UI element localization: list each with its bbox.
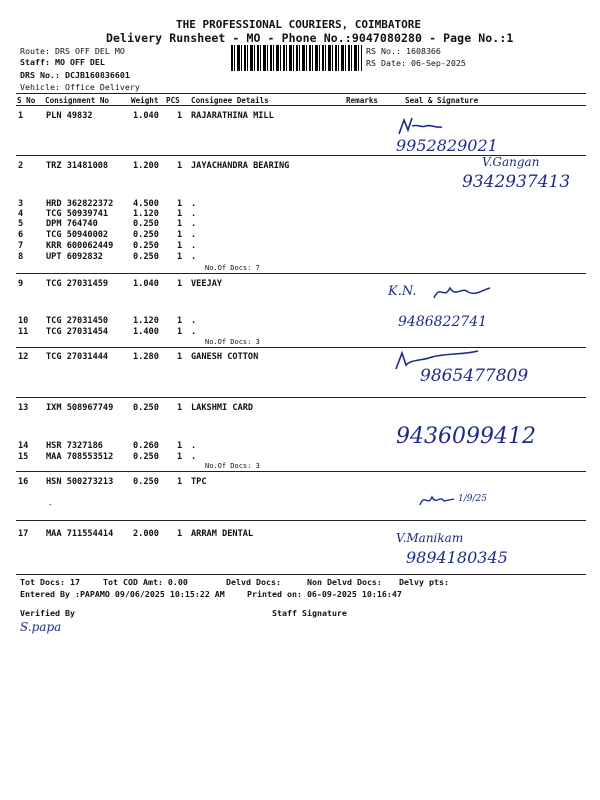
col-pcs: PCS <box>166 96 180 105</box>
row-consignment: MAA 711554414 <box>46 529 114 539</box>
handwritten-name: V.Gangan <box>482 155 540 169</box>
row-divider <box>16 397 586 398</box>
row-consignee: TPC <box>191 477 207 487</box>
row-weight: 0.250 <box>133 230 159 240</box>
row-consignment: DPM 764740 <box>46 219 98 229</box>
row-sno: 7 <box>18 241 24 251</box>
row-pcs: 1 <box>177 111 183 121</box>
handwritten-phone: 9342937413 <box>462 172 571 192</box>
group-docs-note: No.Of Docs: 3 <box>205 338 260 346</box>
row-consignment: TCG 27031454 <box>46 327 109 337</box>
row-pcs: 1 <box>177 441 183 451</box>
non-delivered-docs: Non Delvd Docs: <box>307 577 382 587</box>
row-consignment: HSN 500273213 <box>46 477 114 487</box>
vehicle-label: Vehicle: Office Delivery <box>20 82 140 92</box>
row-weight: 1.040 <box>133 111 159 121</box>
col-weight: Weight <box>131 96 159 105</box>
signature-scribble <box>396 114 446 138</box>
row-sno: 5 <box>18 219 24 229</box>
row-sno: 2 <box>18 161 24 171</box>
row-consignment: MAA 708553512 <box>46 452 114 462</box>
row-pcs: 1 <box>177 279 183 289</box>
total-cod: Tot COD Amt: 0.00 <box>103 577 188 587</box>
row-consignment: TRZ 31481008 <box>46 161 109 171</box>
row-consignee: LAKSHMI CARD <box>191 403 254 413</box>
row-consignee: . <box>191 219 197 229</box>
row-consignment: HSR 7327186 <box>46 441 103 451</box>
col-remarks: Remarks <box>346 96 379 105</box>
handwritten-date: 1/9/25 <box>458 494 487 504</box>
row-pcs: 1 <box>177 230 183 240</box>
row-pcs: 1 <box>177 529 183 539</box>
table-rule-bottom <box>16 574 586 575</box>
col-consignee: Consignee Details <box>191 96 269 105</box>
row-pcs: 1 <box>177 316 183 326</box>
header-rule-top <box>16 93 586 94</box>
row-sno: 10 <box>18 316 29 326</box>
header-rule-bottom <box>16 105 586 106</box>
row-consignee: ARRAM DENTAL <box>191 529 254 539</box>
row-weight: 1.040 <box>133 279 159 289</box>
blank-dash: - <box>48 500 53 509</box>
handwritten-phone: 9436099412 <box>396 424 536 449</box>
row-weight: 0.250 <box>133 452 159 462</box>
row-consignee: GANESH COTTON <box>191 352 259 362</box>
row-sno: 4 <box>18 209 24 219</box>
row-weight: 1.120 <box>133 209 159 219</box>
row-weight: 0.260 <box>133 441 159 451</box>
row-consignment: TCG 50939741 <box>46 209 109 219</box>
col-sno: S No <box>17 96 36 105</box>
row-pcs: 1 <box>177 403 183 413</box>
row-sno: 1 <box>18 111 24 121</box>
row-weight: 1.120 <box>133 316 159 326</box>
row-weight: 0.250 <box>133 219 159 229</box>
row-sno: 3 <box>18 199 24 209</box>
row-pcs: 1 <box>177 219 183 229</box>
company-name: THE PROFESSIONAL COURIERS, COIMBATORE <box>176 18 422 31</box>
row-divider <box>16 520 586 521</box>
row-consignee: . <box>191 452 197 462</box>
row-consignee: . <box>191 199 197 209</box>
row-consignment: TCG 50940002 <box>46 230 109 240</box>
row-pcs: 1 <box>177 252 183 262</box>
row-pcs: 1 <box>177 327 183 337</box>
row-pcs: 1 <box>177 161 183 171</box>
row-consignment: KRR 600062449 <box>46 241 114 251</box>
row-consignment: UPT 6092832 <box>46 252 103 262</box>
row-divider <box>16 273 586 274</box>
handwritten-phone: 9952829021 <box>396 136 498 155</box>
row-sno: 9 <box>18 279 24 289</box>
row-divider <box>16 471 586 472</box>
row-consignee: . <box>191 316 197 326</box>
row-pcs: 1 <box>177 352 183 362</box>
group-docs-note: No.Of Docs: 7 <box>205 264 260 272</box>
row-consignee: . <box>191 209 197 219</box>
row-consignment: PLN 49832 <box>46 111 93 121</box>
col-seal-signature: Seal & Signature <box>405 96 479 105</box>
row-divider <box>16 347 586 348</box>
row-sno: 14 <box>18 441 29 451</box>
row-consignee: . <box>191 241 197 251</box>
verified-signature: S.papa <box>20 620 62 634</box>
row-consignment: HRD 362822372 <box>46 199 114 209</box>
row-consignment: TCG 27031444 <box>46 352 109 362</box>
verified-by-label: Verified By <box>20 608 75 618</box>
row-sno: 13 <box>18 403 29 413</box>
row-weight: 1.400 <box>133 327 159 337</box>
row-consignment: TCG 27031450 <box>46 316 109 326</box>
handwritten-name: V.Manikam <box>396 531 464 545</box>
row-sno: 8 <box>18 252 24 262</box>
row-sno: 11 <box>18 327 29 337</box>
col-consignment: Consignment No <box>45 96 110 105</box>
delivery-points: Delvy pts: <box>399 577 449 587</box>
row-weight: 1.280 <box>133 352 159 362</box>
handwritten-phone: 9486822741 <box>398 314 488 330</box>
row-pcs: 1 <box>177 241 183 251</box>
row-sno: 17 <box>18 529 29 539</box>
route-label: Route: DRS OFF DEL MO <box>20 46 125 56</box>
row-consignee: RAJARATHINA MILL <box>191 111 274 121</box>
row-pcs: 1 <box>177 199 183 209</box>
handwritten-phone: 9865477809 <box>420 366 529 386</box>
row-pcs: 1 <box>177 209 183 219</box>
runsheet-title: Delivery Runsheet - MO - Phone No.:9047080280 - Page No.:1 <box>106 31 514 45</box>
rs-date: RS Date: 06-Sep-2025 <box>366 58 466 68</box>
row-sno: 16 <box>18 477 29 487</box>
barcode <box>231 45 362 71</box>
handwritten-phone: 9894180345 <box>406 548 508 567</box>
row-weight: 0.250 <box>133 403 159 413</box>
row-consignment: IXM 508967749 <box>46 403 114 413</box>
total-docs: Tot Docs: 17 <box>20 577 80 587</box>
handwritten-name: K.N. <box>388 284 417 299</box>
group-docs-note: No.Of Docs: 3 <box>205 462 260 470</box>
row-sno: 12 <box>18 352 29 362</box>
row-weight: 2.000 <box>133 529 159 539</box>
row-sno: 6 <box>18 230 24 240</box>
row-weight: 1.200 <box>133 161 159 171</box>
row-weight: 4.500 <box>133 199 159 209</box>
rs-number: RS No.: 1608366 <box>366 46 441 56</box>
row-pcs: 1 <box>177 452 183 462</box>
staff-label: Staff: MO OFF DEL <box>20 57 105 67</box>
row-weight: 0.250 <box>133 241 159 251</box>
row-consignee: . <box>191 327 197 337</box>
staff-signature-label: Staff Signature <box>272 608 347 618</box>
row-weight: 0.250 <box>133 477 159 487</box>
entered-by: Entered By :PAPAMO 09/06/2025 10:15:22 AM <box>20 589 225 599</box>
row-consignee: . <box>191 230 197 240</box>
row-consignee: . <box>191 252 197 262</box>
row-consignee: . <box>191 441 197 451</box>
row-consignment: TCG 27031459 <box>46 279 109 289</box>
row-consignee: JAYACHANDRA BEARING <box>191 161 290 171</box>
drs-number: DRS No.: DCJB160836601 <box>20 70 130 80</box>
delivered-docs: Delvd Docs: <box>226 577 281 587</box>
signature-scribble <box>418 489 458 511</box>
row-weight: 0.250 <box>133 252 159 262</box>
row-sno: 15 <box>18 452 29 462</box>
row-pcs: 1 <box>177 477 183 487</box>
row-consignee: VEEJAY <box>191 279 223 289</box>
signature-scribble <box>432 282 492 302</box>
printed-on: Printed on: 06-09-2025 10:16:47 <box>247 589 402 599</box>
